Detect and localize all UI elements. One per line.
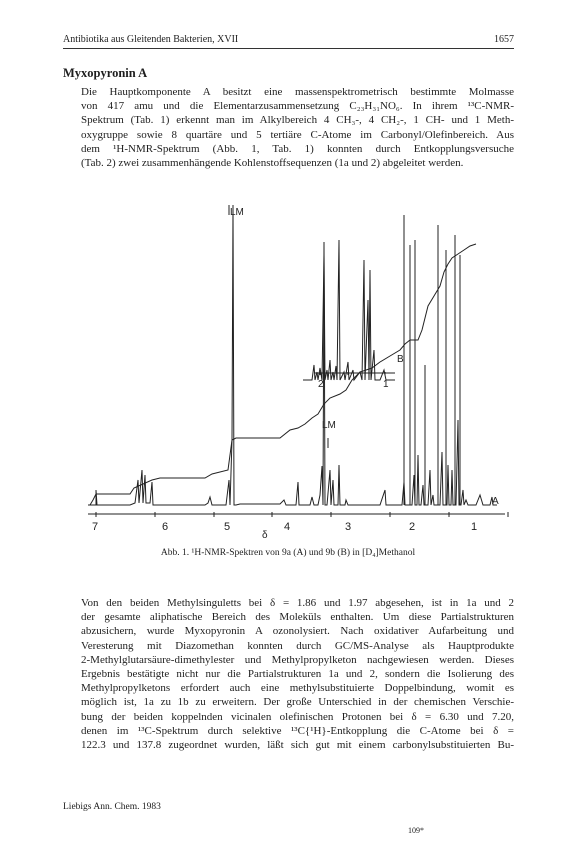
paragraph-line: Veresterung mit Diazomethan konnten durch GC/MS-Analyse als Hauptprodukte <box>81 639 514 652</box>
section-title: Myxopyronin A <box>63 66 148 80</box>
x-tick-label: 1 <box>471 521 478 533</box>
paragraph-line: von 417 amu und die Elementarzusammensetzung C₂₃H₃₁NO₆. In ihrem ¹³C-NMR- <box>81 100 514 113</box>
paragraph-line: denen im ¹³C-Spektrum durch selektive ¹³C{¹H}-Entkopplung die C-Atome bei δ = <box>81 724 514 737</box>
paragraph-line: Spektrum (Tab. 1) erkennt man im Alkylbereich 4 CH₃-, 4 CH₂-, 1 CH- und 1 Meth- <box>81 114 514 127</box>
paragraph-line: (Tab. 2) zwei zusammenhängende Kohlenstoffsequenzen (1a und 2) abgeleitet werden. <box>81 157 464 170</box>
x-tick-label: 4 <box>284 521 291 533</box>
page-number: 1657 <box>494 34 514 45</box>
inset-tick-label: 2 <box>318 379 324 390</box>
journal-footer: Liebigs Ann. Chem. 1983 <box>63 802 161 812</box>
x-tick-label: 7 <box>92 521 99 533</box>
figure-caption: Abb. 1. ¹H-NMR-Spektren von 9a (A) und 9b (B) in [D₄]Methanol <box>160 548 416 558</box>
signature-mark: 109* <box>408 826 424 835</box>
trace-a-baseline <box>88 205 497 505</box>
paragraph-line: der gesamte aliphatische Bereich des Moleküls enthalten. Um diese Partialstrukturen <box>81 611 514 624</box>
running-header-title: Antibiotika aus Gleitenden Bakterien, XVII <box>63 34 239 45</box>
paragraph-line: oxygruppe sowie 8 quartäre und 5 tertiäre C-Atome im Carbonyl/Olefinbereich. Aus <box>81 128 514 141</box>
axis-symbol: δ <box>262 530 268 541</box>
x-tick-label: 3 <box>345 521 352 533</box>
trace-a-label: A <box>492 496 499 507</box>
paragraph-line: Von den beiden Methylsinguletts bei δ = 1.86 und 1.97 abgesehen, ist in 1a und 2 <box>81 597 514 609</box>
paragraph-line: Die Hauptkomponente A besitzt eine massenspektrometrisch bestimmte Molmasse <box>81 86 514 98</box>
paragraph-line: bung der beiden koppelnden vicinalen olefinischen Protonen bei δ = 6.30 und 7.20, <box>81 710 514 723</box>
x-tick-label: 2 <box>409 521 416 533</box>
paragraph-line: 122.3 und 137.8 zugeordnet wurden, läßt sich gut mit einem carbonylsubstituierten Bu- <box>81 739 514 752</box>
x-tick-label: 6 <box>162 521 169 533</box>
lm-label-top: LM <box>230 207 244 218</box>
trace-b-spectrum <box>303 240 395 380</box>
paragraph-line: abzusichern, wurde Myxopyronin A ozonolysiert. Nach oxidativer Aufarbeitung und <box>81 625 514 638</box>
lm-label-mid: LM <box>322 420 336 431</box>
paragraph-line: 2-Methylglutarsäure-dimethylester und Methylpropylketon nachgewiesen werden. Dieses <box>81 653 514 666</box>
x-tick-label: 5 <box>224 521 231 533</box>
paragraph-line: möglich ist, 1a zu 1b zu erweitern. Der große Unterschied in der chemischen Verschie- <box>81 696 514 709</box>
paragraph-line: dem ¹H-NMR-Spektrum (Abb. 1, Tab. 1) konnten durch Entkopplungsversuche <box>81 142 514 155</box>
inset-tick-label: 1 <box>383 379 389 390</box>
paragraph-line: Ergebnis bestätigte nicht nur die Partialstrukturen 1a und 2, sondern die Isolierung des <box>81 668 514 681</box>
paragraph-body <box>63 596 514 752</box>
trace-b-label: B <box>397 354 404 365</box>
paragraph-line: Methylpropylketons erfordert auch eine methylsubstituierte Doppelbindung, womit es <box>81 682 514 695</box>
